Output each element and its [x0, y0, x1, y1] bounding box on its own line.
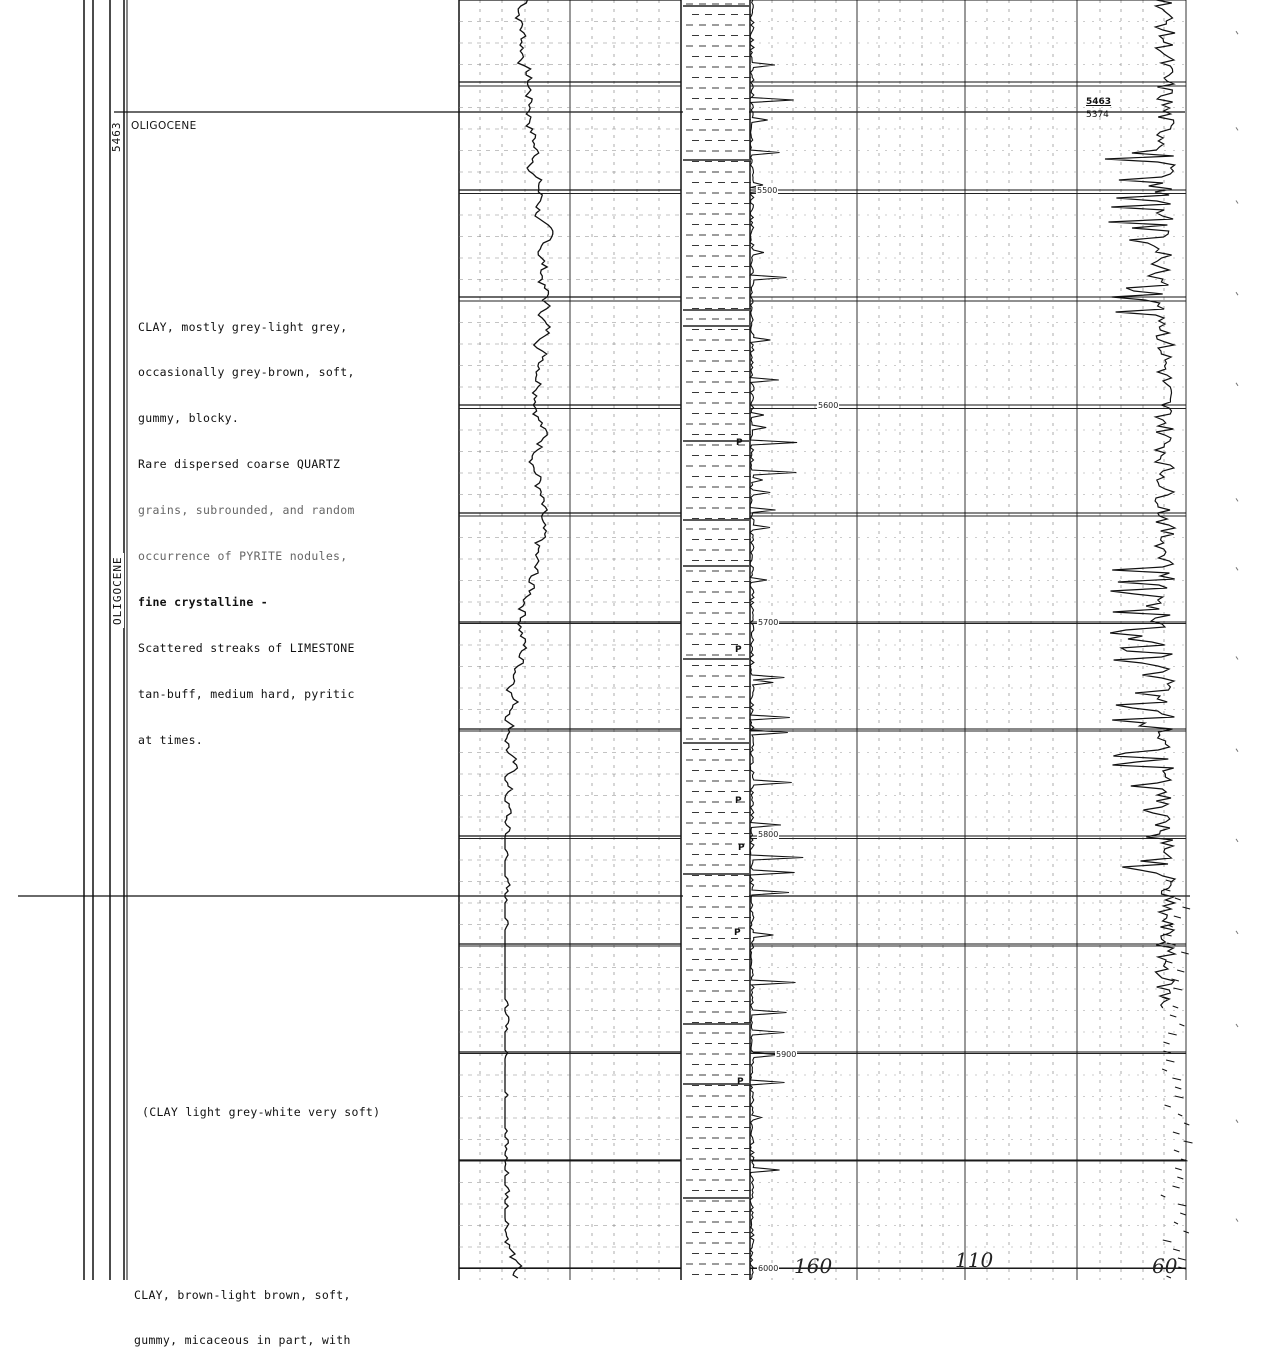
pyrite-symbol: P: [735, 645, 742, 655]
desc-line: gummy, blocky.: [138, 411, 240, 426]
depth-mark: 5500: [757, 186, 778, 195]
handwritten-scale-middle: 110: [955, 1248, 994, 1272]
depth-mark: 5700: [758, 618, 779, 627]
gas-curve: [1105, 0, 1175, 1008]
desc-line: CLAY, brown-light brown, soft,: [134, 1287, 351, 1302]
depth-mark: 5800: [758, 830, 779, 839]
pyrite-symbol: P: [736, 438, 743, 448]
pyrite-symbol: P: [735, 796, 742, 806]
pyrite-symbol: P: [738, 843, 745, 853]
epoch-heading: OLIGOCENE: [131, 120, 197, 132]
desc-line: at times.: [138, 732, 204, 747]
gamma-ray-curve: [505, 0, 553, 1278]
right-marker-bottom: 5374: [1086, 110, 1109, 120]
top-depth-vertical-label: 5463: [110, 121, 123, 152]
handwritten-scale-left: 160: [794, 1254, 833, 1278]
pyrite-symbol: P: [737, 1077, 744, 1087]
handwritten-scale-right: 60: [1152, 1254, 1178, 1278]
lithology-description-3: [134, 1257, 351, 1364]
right-marker-top: 5463: [1086, 97, 1112, 107]
epoch-vertical-label: OLIGOCENE: [111, 553, 124, 628]
desc-line: tan-buff, medium hard, pyritic: [138, 686, 355, 701]
lithology-description-1: [138, 289, 355, 763]
desc-line: Scattered streaks of LIMESTONE: [138, 640, 355, 655]
desc-line: occasionally grey-brown, soft,: [138, 365, 355, 380]
depth-mark: 5600: [818, 401, 839, 410]
desc-line: CLAY, mostly grey-light grey,: [138, 319, 348, 334]
pyrite-symbol: P: [734, 928, 741, 938]
depth-mark: 5900: [776, 1050, 797, 1059]
desc-line: occurrence of PYRITE nodules,: [138, 549, 348, 564]
desc-line: grains, subrounded, and random: [138, 503, 355, 518]
desc-line: Rare dispersed coarse QUARTZ: [138, 457, 341, 472]
lithology-description-2: (CLAY light grey-white very soft): [142, 1105, 381, 1119]
desc-line: gummy, micaceous in part, with: [134, 1333, 351, 1348]
desc-line: fine crystalline -: [138, 594, 269, 609]
depth-mark: 6000: [758, 1264, 779, 1273]
